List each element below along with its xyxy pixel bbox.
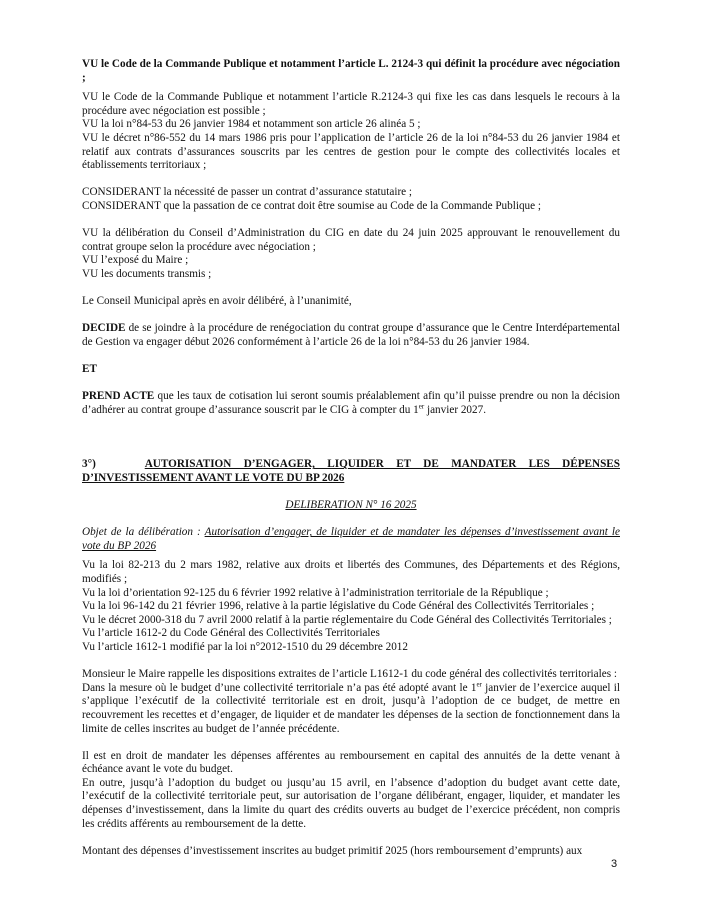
droit-mandater: Il est en droit de mandater les dépenses afférentes au remboursement en capital des annuités de la dette venant à échéance avant le vote du budget.: [82, 749, 620, 776]
section-number: 3°): [82, 458, 96, 471]
prend-acte-sup: er: [418, 402, 425, 411]
vu-list-item: Vu le décret 2000-318 du 7 avril 2000 relatif à la partie réglementaire du Code Général des Collectivités Territoriales ;: [82, 613, 612, 626]
vu-loi-84-53: VU la loi n°84-53 du 26 janvier 1984 et notamment son article 26 alinéa 5 ;: [82, 118, 421, 131]
decide-text: de se joindre à la procédure de renégociation du contrat groupe d’assurance que le Centre Interdépartemental de Gestion va engager début 2026 conformément à l’article 26 de la loi n°84-53 du 26 janvier 1984.: [82, 322, 620, 348]
mesure-end: janvier de l’exercice auquel il s’applique l’exécutif de la collectivité territoriale est en droit, jusqu’à l’adoption de ce budget, de mettre en recouvrement les recettes et d’engager, de liquider et de mandater les dépenses de la section de fonctionnement dans la limite de celles inscrites au budget de l’année précédente.: [82, 681, 620, 735]
decide-paragraph: [82, 322, 620, 349]
prend-acte-text: que les taux de cotisation lui seront soumis préalablement afin qu’il puisse prendre ou non la décision d’adhérer au contrat groupe d’assurance souscrit par le CIG à compter du 1: [82, 390, 620, 416]
vu-code-r2124: VU le Code de la Commande Publique et notamment l’article R.2124-3 qui fixe les cas dans lesquels le recours à la procédure avec négociation est possible ;: [82, 91, 620, 117]
objet-label: Objet de la délibération :: [82, 526, 205, 539]
mesure-sup: er: [476, 679, 482, 688]
section-heading: [82, 458, 620, 485]
vu-list-item: Vu la loi 82-213 du 2 mars 1982, relative aux droits et libertés des Communes, des Départements et des Régions, modifiés ;: [82, 559, 620, 585]
objet-paragraph: [82, 526, 620, 553]
considerant-1: CONSIDERANT la nécessité de passer un contrat d’assurance statutaire ;: [82, 186, 413, 199]
vu-list-item: Vu la loi d’orientation 92-125 du 6 février 1992 relative à l’administration territoriale de la République ;: [82, 586, 549, 599]
vu-documents: VU les documents transmis ;: [82, 267, 212, 280]
prend-acte-paragraph: [82, 390, 620, 417]
mesure-start: Dans la mesure où le budget d’une collectivité territoriale n’a pas été adopté avant le 1: [82, 681, 477, 694]
considerant-2: CONSIDERANT que la passation de ce contrat doit être soumise au Code de la Commande Publique ;: [82, 199, 542, 212]
prend-acte-end: janvier 2027.: [424, 403, 487, 416]
vu-list-item: Vu l’article 1612-2 du Code Général des Collectivités Territoriales: [82, 627, 380, 640]
objet-text: Autorisation d’engager, de liquider et de mandater les dépenses d’investissement avant le vote du BP 2026: [82, 526, 620, 552]
section-title: AUTORISATION D’ENGAGER, LIQUIDER ET DE MANDATER LES DÉPENSES D’INVESTISSEMENT AVANT LE VOTE DU BP 2026: [82, 458, 620, 484]
document-page: [82, 58, 620, 858]
vu-decret-86-552: VU le décret n°86-552 du 14 mars 1986 pris pour l’application de l’article 26 de la loi n°84-53 du 26 janvier 1984 et relatif aux contrats d’assurances souscrits par les centres de gestion pour le compte des collectivités locales et établissements territoriaux ;: [82, 131, 620, 172]
maire-rappel: Monsieur le Maire rappelle les dispositions extraites de l’article L1612-1 du code général des collectivités territoriales :: [82, 668, 617, 681]
vu-list-item: Vu la loi 96-142 du 21 février 1996, relative à la partie législative du Code Général des Collectivités Territoriales ;: [82, 600, 595, 613]
vu-list-item: Vu l’article 1612-1 modifié par la loi n°2012-1510 du 29 décembre 2012: [82, 640, 408, 653]
deliberation-number: DELIBERATION N° 16 2025: [285, 499, 417, 511]
mesure-paragraph: [82, 679, 620, 736]
page-number: 3: [611, 858, 618, 870]
en-outre: En outre, jusqu’à l’adoption du budget ou jusqu’au 15 avril, en l’absence d’adoption du budget avant cette date, l’exécutif de la collectivité territoriale peut, sur autorisation de l’organe délibérant, engager, liquider, et mandater les dépenses d’investissement, dans la limite du quart des crédits ouverts au budget de l’exercice précédent, non compris les crédits afférents au remboursement de la dette.: [82, 776, 620, 830]
vu-deliberation-cig: VU la délibération du Conseil d’Administration du CIG en date du 24 juin 2025 approuvant le renouvellement du contrat groupe selon la procédure avec négociation ;: [82, 227, 620, 253]
vu-expose: VU l’exposé du Maire ;: [82, 254, 189, 267]
prend-acte-keyword: PREND ACTE: [82, 390, 155, 403]
montant-paragraph: Montant des dépenses d’investissement inscrites au budget primitif 2025 (hors remboursement d’emprunts) aux: [82, 844, 583, 857]
vu-code-l2124: VU le Code de la Commande Publique et notamment l’article L. 2124-3 qui définit la procédure avec négociation ;: [82, 58, 620, 84]
decide-keyword: DECIDE: [82, 322, 126, 335]
et-keyword: ET: [82, 363, 97, 376]
conseil-statement: Le Conseil Municipal après en avoir délibéré, à l’unanimité,: [82, 295, 352, 308]
